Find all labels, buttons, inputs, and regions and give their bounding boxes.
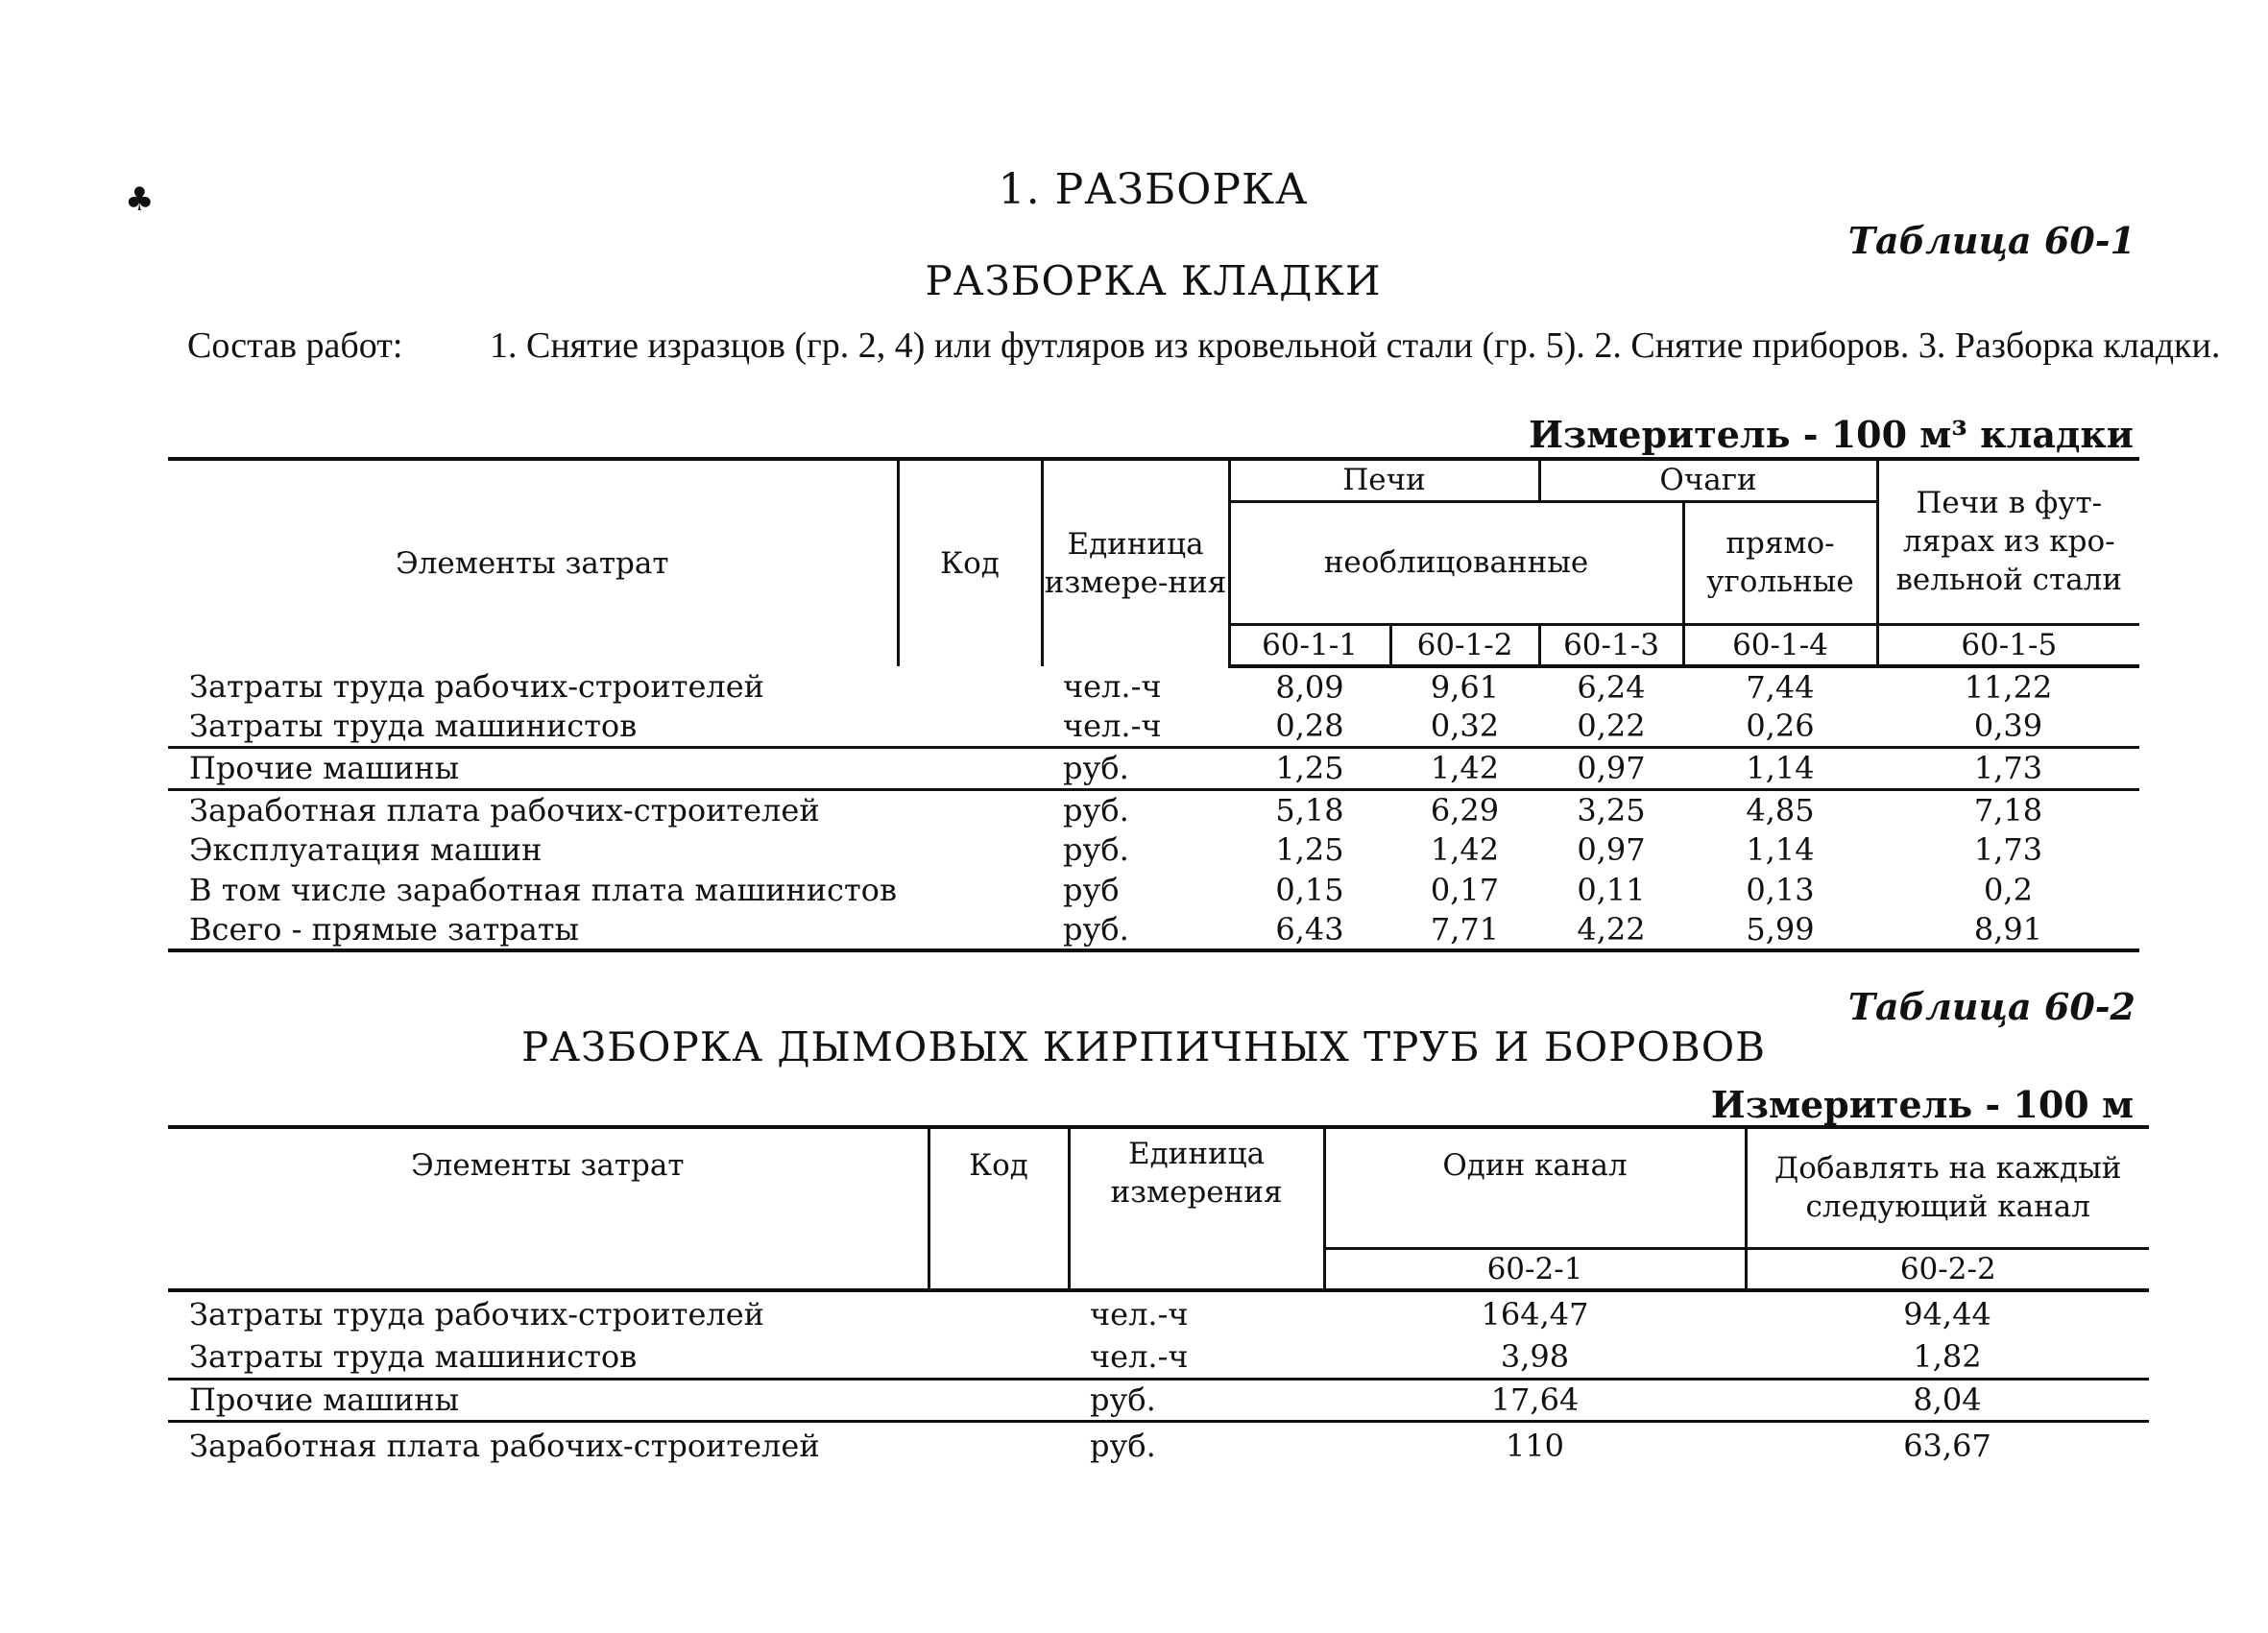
code-60-1-2: 60-1-2 [1390,624,1539,666]
code-60-1-1: 60-1-1 [1229,624,1390,666]
section-title: 1. РАЗБОРКА [998,165,1309,214]
cell-value: 0,26 [1746,708,1815,745]
header-pechi-futlyar: Печи в фут-лярах из кро-вельной стали [1877,459,2139,624]
table1-label: Таблица 60-1 [1847,219,2135,262]
cell-value: 1,14 [1746,831,1815,868]
table2-title: РАЗБОРКА ДЫМОВЫХ КИРПИЧНЫХ ТРУБ И БОРОВОВ [520,1023,1767,1070]
header-elements: Элементы затрат [168,1127,929,1290]
row-name: Затраты труда машинистов [189,708,638,745]
cell-value: 1,25 [1229,747,1390,789]
cell-value: 0,2 [1984,872,2033,908]
table-row [168,870,2139,910]
cell-value: 0,22 [1577,708,1646,745]
cell-value: 1,14 [1683,747,1877,789]
table2-measure: Измеритель - 100 м [1710,1083,2134,1126]
table2-label: Таблица 60-2 [1847,985,2135,1028]
row-unit: руб. [1042,789,1229,829]
header-ochagi: Очаги [1539,459,1877,501]
table-row [168,1290,2149,1336]
cell-value: 3,25 [1539,789,1683,829]
row-name: Затраты труда рабочих-строителей [189,1296,764,1333]
table2 [168,1125,2149,1469]
row-unit: чел.-ч [1063,668,1162,705]
header-elements: Элементы затрат [168,459,898,666]
row-unit: руб. [1069,1421,1324,1469]
cell-value: 110 [1324,1421,1746,1469]
page-mark-icon: ♣ [125,180,155,219]
header-pechi: Печи [1229,459,1539,501]
cell-value: 0,97 [1577,831,1646,868]
code-60-2-2: 60-2-2 [1746,1248,2149,1290]
header-neoblic: необлицованные [1229,501,1683,624]
row-name: Затраты труда рабочих-строителей [189,668,764,705]
header-one-channel: Один канал [1324,1127,1746,1248]
row-name: Эксплуатация машин [189,831,543,868]
table-row [168,1336,2149,1379]
table-row [168,1421,2149,1469]
cell-value: 9,61 [1430,669,1500,706]
code-60-2-1: 60-2-1 [1324,1248,1746,1290]
code-60-1-5: 60-1-5 [1877,624,2139,666]
table-row [168,910,2139,950]
composition-label: Состав работ: [187,325,403,366]
cell-value: 1,82 [1913,1338,1982,1376]
cell-value: 5,18 [1229,789,1390,829]
cell-value: 0,17 [1430,872,1500,908]
row-name: Заработная плата рабочих-строителей [168,1421,929,1469]
cell-value: 7,18 [1877,789,2139,829]
cell-value: 164,47 [1481,1296,1589,1333]
cell-value: 8,04 [1746,1379,2149,1421]
row-unit: руб. [1069,1379,1324,1421]
cell-value: 8,09 [1275,669,1344,706]
cell-value: 1,42 [1390,747,1539,789]
header-unit: Единица измере-ния [1042,459,1229,666]
table-row [168,789,2139,829]
table-row [168,707,2139,747]
cell-value: 6,29 [1390,789,1539,829]
table1-title: РАЗБОРКА КЛАДКИ [925,257,1382,304]
cell-value: 0,15 [1275,872,1344,908]
row-unit: чел.-ч [1090,1338,1189,1376]
cell-value: 1,25 [1275,831,1344,868]
header-code: Код [898,459,1042,666]
row-name: Прочие машины [168,1379,929,1421]
table-row [168,747,2139,789]
cell-value: 1,73 [1877,747,2139,789]
table-row [168,1379,2149,1421]
row-unit: чел.-ч [1090,1296,1189,1333]
cell-value: 0,13 [1746,872,1815,908]
table-row [168,829,2139,870]
cell-value: 4,85 [1683,789,1877,829]
cell-value: 94,44 [1903,1296,1991,1333]
cell-value: 17,64 [1324,1379,1746,1421]
header-add-each: Добавлять на каждый следующий канал [1746,1127,2149,1248]
row-name: Заработная плата рабочих-строителей [168,789,898,829]
row-name: Прочие машины [168,747,898,789]
cell-value: 6,43 [1229,910,1390,950]
cell-value: 5,99 [1683,910,1877,950]
header-pryamo: прямо-угольные [1683,501,1877,624]
cell-value: 1,73 [1973,831,2043,868]
cell-value: 0,97 [1539,747,1683,789]
code-60-1-3: 60-1-3 [1539,624,1683,666]
cell-value: 8,91 [1877,910,2139,950]
cell-value: 4,22 [1539,910,1683,950]
table-row [168,666,2139,707]
cell-value: 11,22 [1964,669,2053,706]
table1 [168,457,2139,952]
cell-value: 3,98 [1500,1338,1570,1376]
row-unit: руб [1063,872,1120,908]
row-unit: руб. [1042,910,1229,950]
cell-value: 7,71 [1390,910,1539,950]
header-unit: Единица измерения [1069,1127,1324,1290]
cell-value: 1,42 [1430,831,1500,868]
row-unit: руб. [1042,747,1229,789]
cell-value: 0,32 [1430,708,1500,745]
code-60-1-4: 60-1-4 [1683,624,1877,666]
cell-value: 7,44 [1746,669,1815,706]
row-name: В том числе заработная плата машинистов [189,872,897,908]
row-name: Всего - прямые затраты [168,910,898,950]
cell-value: 6,24 [1577,669,1646,706]
row-name: Затраты труда машинистов [189,1338,638,1376]
row-unit: руб. [1063,831,1129,868]
composition-text: 1. Снятие изразцов (гр. 2, 4) или футляров из кровельной стали (гр. 5). 2. Снятие приборов. 3. Разборка кладки. [490,325,2221,366]
cell-value: 0,28 [1275,708,1344,745]
cell-value: 63,67 [1746,1421,2149,1469]
header-code: Код [929,1127,1069,1290]
table1-measure: Измеритель - 100 м³ кладки [1529,413,2134,456]
cell-value: 0,39 [1973,708,2043,745]
cell-value: 0,11 [1577,872,1646,908]
row-unit: чел.-ч [1063,708,1162,745]
